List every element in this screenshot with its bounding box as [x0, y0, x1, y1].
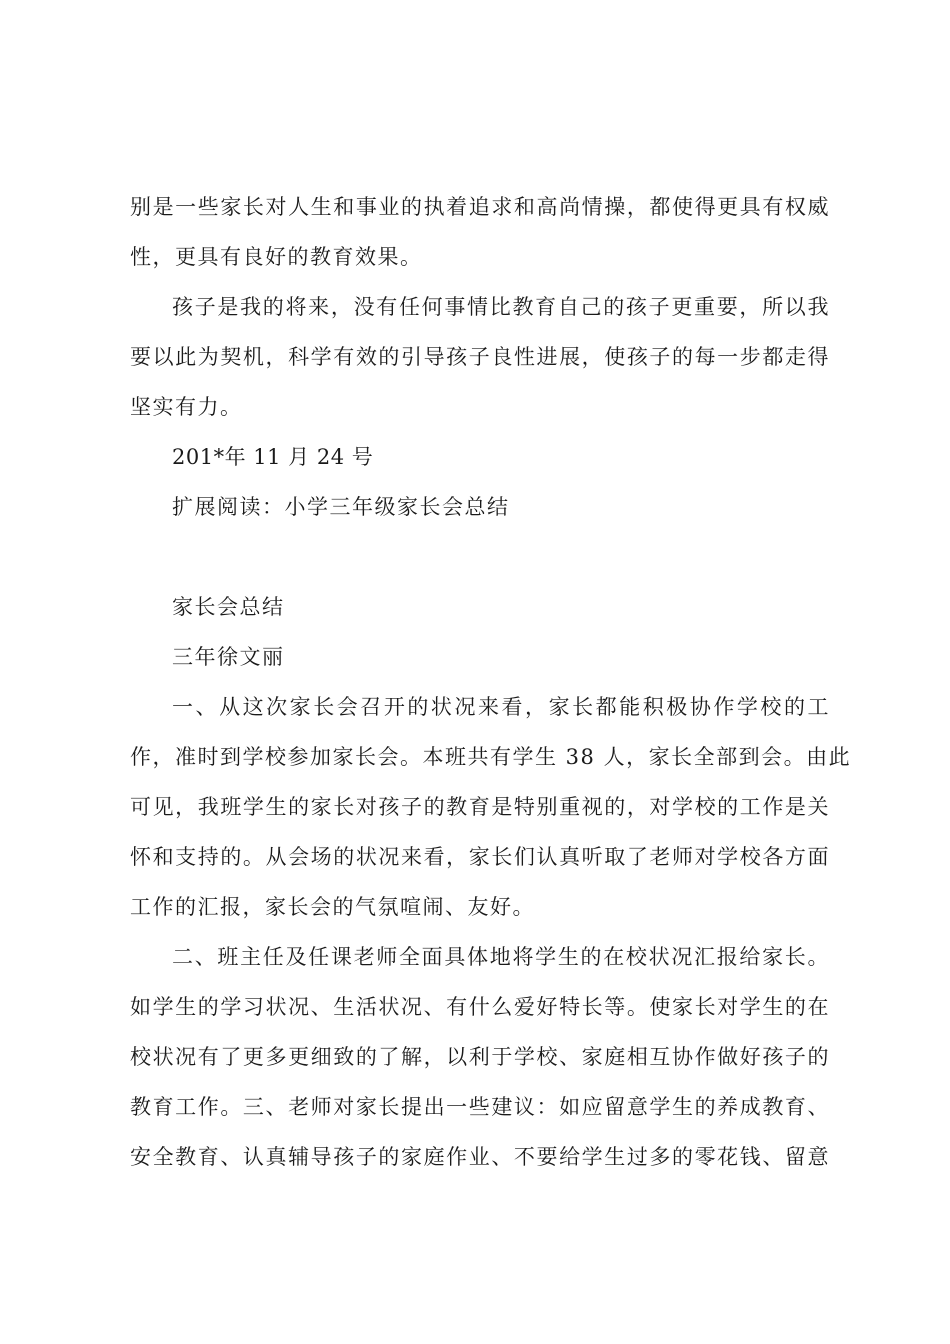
section-title: 家长会总结: [172, 595, 285, 619]
paragraph-3-line-5: 工作的汇报，家长会的气氛喧闹、友好。: [130, 895, 535, 919]
paragraph-3-line-2: 作，准时到学校参加家长会。本班共有学生 38 人，家长全部到会。由此: [130, 745, 852, 769]
paragraph-3-line-1: 一、从这次家长会召开的状况来看，家长都能积极协作学校的工: [172, 695, 830, 719]
paragraph-2-line-1: 孩子是我的将来，没有任何事情比教育自己的孩子更重要，所以我: [172, 295, 830, 319]
extended-reading-title: 扩展阅读：小学三年级家长会总结: [172, 495, 510, 519]
paragraph-4-line-5: 安全教育、认真辅导孩子的家庭作业、不要给学生过多的零花钱、留意: [130, 1145, 830, 1169]
paragraph-4-line-4: 教育工作。三、老师对家长提出一些建议：如应留意学生的养成教育、: [130, 1095, 830, 1119]
paragraph-2-line-2: 要以此为契机，科学有效的引导孩子良性进展，使孩子的每一步都走得: [130, 345, 830, 369]
paragraph-3-line-3: 可见，我班学生的家长对孩子的教育是特别重视的，对学校的工作是关: [130, 795, 830, 819]
paragraph-3-line-4: 怀和支持的。从会场的状况来看，家长们认真听取了老师对学校各方面: [130, 845, 830, 869]
paragraph-4-line-2: 如学生的学习状况、生活状况、有什么爱好特长等。使家长对学生的在: [130, 995, 830, 1019]
paragraph-1-line-1: 别是一些家长对人生和事业的执着追求和高尚情操，都使得更具有权威: [130, 195, 830, 219]
author-line: 三年徐文丽: [172, 645, 285, 669]
paragraph-1-line-2: 性，更具有良好的教育效果。: [130, 245, 423, 269]
paragraph-2-line-3: 坚实有力。: [130, 395, 243, 419]
paragraph-4-line-1: 二、班主任及任课老师全面具体地将学生的在校状况汇报给家长。: [172, 945, 830, 969]
date-line: 201*年 11 月 24 号: [172, 445, 374, 469]
paragraph-4-line-3: 校状况有了更多更细致的了解，以利于学校、家庭相互协作做好孩子的: [130, 1045, 830, 1069]
